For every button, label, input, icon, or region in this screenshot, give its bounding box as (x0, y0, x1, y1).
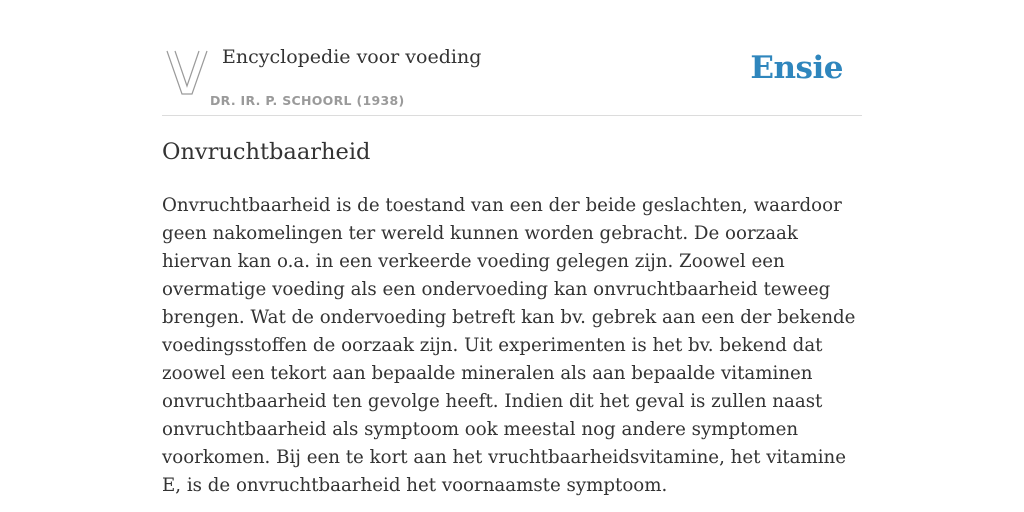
v-logo-icon[interactable] (165, 48, 209, 98)
entry-body: Onvruchtbaarheid is de toestand van een der beide geslachten, waardoor geen nakomelingen ter wereld kunnen worden gebracht. De oorzaak hiervan kan o.a. in een verkeerde voeding gelegen zijn. Zoowel een overmatige voeding als een ondervoeding kan onvruchtbaarheid teweeg brengen. Wat de ondervoeding betreft kan bv. gebrek aan een der bekende voedingsstoffen de oorzaak zijn. Uit experimenten is het bv. bekend dat zoowel een tekort aan bepaalde mineralen als aan bepaalde vitaminen onvruchtbaarheid ten gevolge heeft. Indien dit het geval is zullen naast onvruchtbaarheid als symptoom ook meestal nog andere symptomen voorkomen. Bij een te kort aan het vruchtbaarheidsvitamine, het vitamine E, is de onvruchtbaarheid het voornaamste symptoom. (162, 195, 856, 496)
book-title[interactable]: Encyclopedie voor voeding (222, 46, 482, 68)
header (162, 0, 862, 116)
author-label: DR. IR. P. SCHOORL (1938) (210, 93, 405, 108)
entry-title: Onvruchtbaarheid (162, 139, 371, 165)
page (162, 0, 862, 496)
brand-logo[interactable]: Ensie (750, 50, 843, 86)
